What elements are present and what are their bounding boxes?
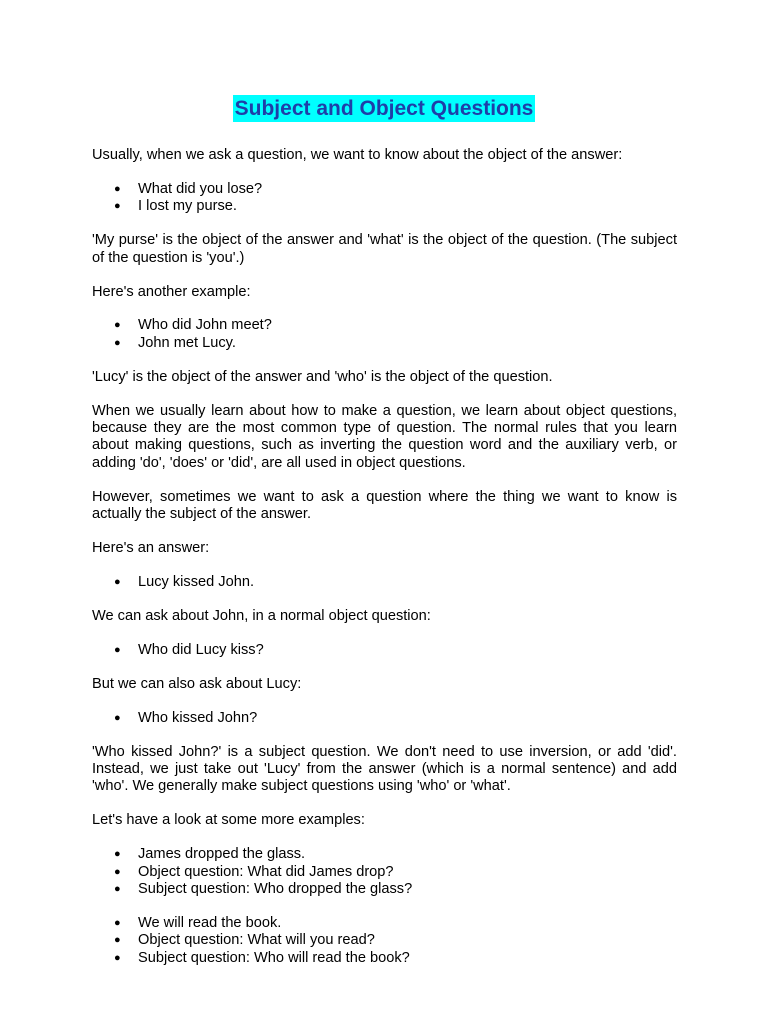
list-item: ● James dropped the glass. xyxy=(114,846,306,863)
document-body xyxy=(92,147,677,984)
example-list-7 xyxy=(92,915,677,967)
paragraph-1: Usually, when we ask a question, we want to know about the object of the answer: xyxy=(92,147,623,163)
paragraph-9: But we can also ask about Lucy: xyxy=(92,675,302,692)
example-list-3 xyxy=(92,574,677,591)
list-item: ● I lost my purse. xyxy=(114,198,237,215)
paragraph-7: Here's an answer: xyxy=(92,540,210,557)
example-list-1 xyxy=(92,181,677,216)
paragraph-5: When we usually learn about how to make a question, we learn about object questions, because they are the most common type of question. The normal rules that you learn about making questions, such as inverting the question word and the auxiliary verb, or adding 'do', 'does' or 'did', are all used in object questions. xyxy=(92,402,677,471)
bullet-icon: ● xyxy=(114,934,121,947)
page-title: Subject and Object Questions xyxy=(234,97,534,120)
list-item: ● What did you lose? xyxy=(114,180,263,197)
paragraph-10: 'Who kissed John?' is a subject question. We don't need to use inversion, or add 'did'. Instead, we just take out 'Lucy' from the answer (which is a normal sentence) and add 'who'. We generally make subject questions using 'who' or 'what'. xyxy=(92,743,677,795)
list-item: ● Who did Lucy kiss? xyxy=(114,641,264,658)
bullet-icon: ● xyxy=(114,336,121,349)
list-item: ● Subject question: Who will read the book? xyxy=(114,949,410,966)
bullet-icon: ● xyxy=(114,576,121,588)
example-list-2 xyxy=(92,317,677,352)
list-item: ● Object question: What will you read? xyxy=(114,932,375,949)
title-container xyxy=(0,95,768,122)
paragraph-3: Here's another example: xyxy=(92,283,251,300)
bullet-icon: ● xyxy=(114,643,121,656)
paragraph-11: Let's have a look at some more examples: xyxy=(92,812,365,829)
paragraph-4: 'Lucy' is the object of the answer and 'who' is the object of the question. xyxy=(92,368,553,385)
list-item: ● Subject question: Who dropped the glass? xyxy=(114,880,413,897)
paragraph-6: However, sometimes we want to ask a question where the thing we want to know is actually the subject of the answer. xyxy=(92,488,677,523)
paragraph-2: 'My purse' is the object of the answer and 'what' is the object of the question. (The subject of the question is 'you'.) xyxy=(92,232,677,266)
bullet-icon: ● xyxy=(114,916,121,929)
bullet-icon: ● xyxy=(114,200,121,213)
bullet-icon: ● xyxy=(114,882,121,895)
list-item: ● We will read the book. xyxy=(114,914,282,931)
bullet-icon: ● xyxy=(114,848,121,861)
list-item: ● Object question: What did James drop? xyxy=(114,863,394,880)
bullet-icon: ● xyxy=(114,951,121,964)
bullet-icon: ● xyxy=(114,319,121,332)
list-item: ● Who did John meet? xyxy=(114,317,272,334)
paragraph-8: We can ask about John, in a normal object question: xyxy=(92,607,431,624)
list-item: ● Lucy kissed John. xyxy=(114,574,255,590)
bullet-icon: ● xyxy=(114,182,121,195)
example-list-5 xyxy=(92,710,677,727)
example-list-6 xyxy=(92,846,677,898)
bullet-icon: ● xyxy=(114,865,121,878)
list-item: ● Who kissed John? xyxy=(114,709,258,726)
bullet-icon: ● xyxy=(114,711,121,724)
example-list-4 xyxy=(92,642,677,659)
list-item: ● John met Lucy. xyxy=(114,334,236,351)
